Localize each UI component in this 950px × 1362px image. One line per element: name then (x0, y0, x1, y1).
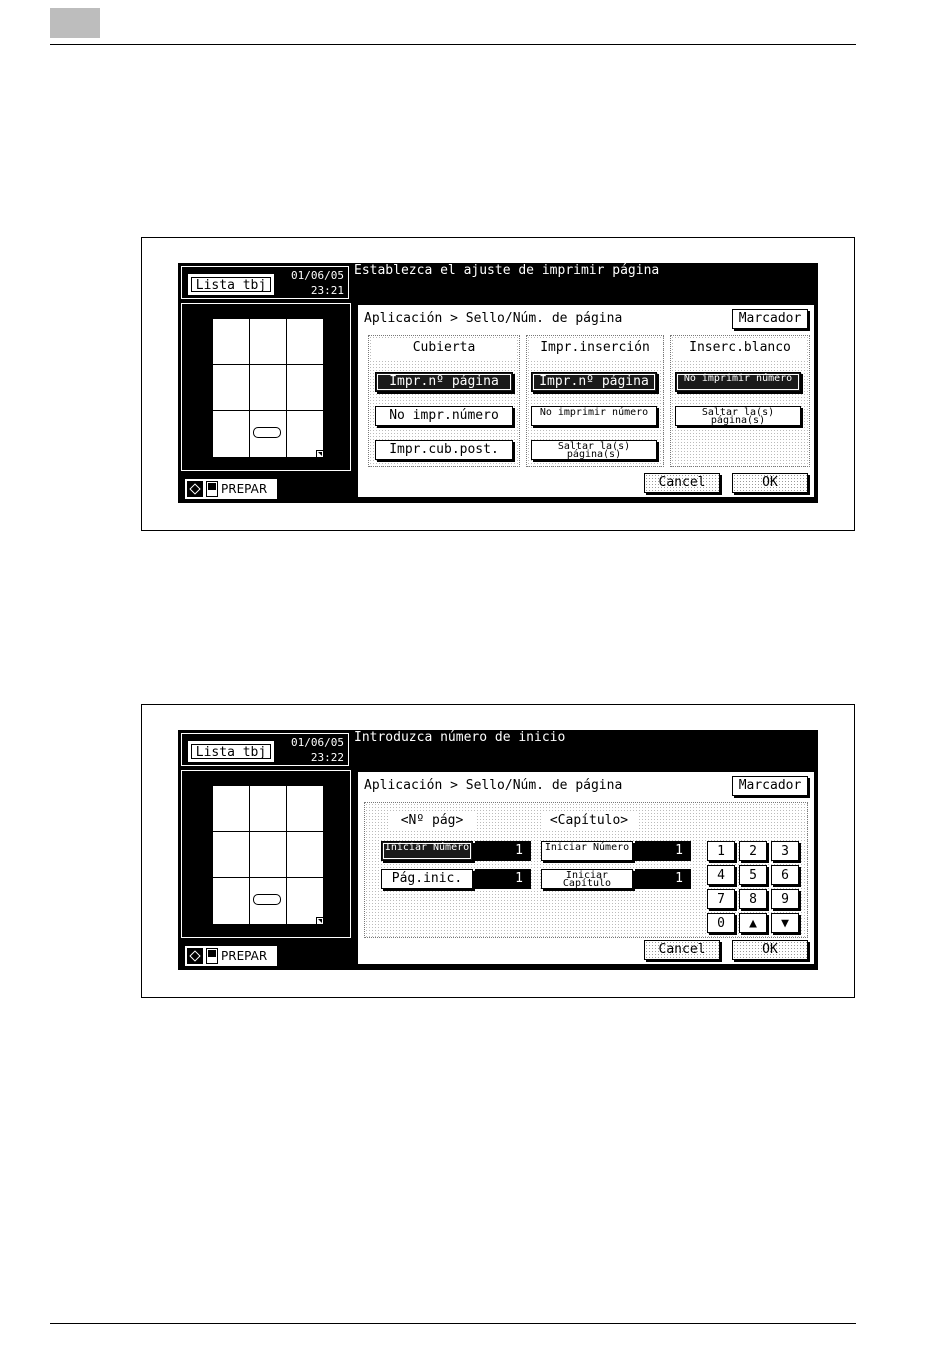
pag-inic-button[interactable]: Pág.inic. (381, 869, 473, 889)
touch-screen-2 (178, 730, 818, 970)
page-corner-icon (316, 450, 323, 457)
prepar-label: PREPAR (221, 949, 268, 963)
page-preview (181, 303, 351, 471)
pag-inic-value: 1 (475, 869, 531, 889)
mode-icon (187, 948, 203, 964)
job-list-area (181, 733, 349, 766)
iniciar-capitulo-button[interactable]: Iniciar Capítulo (541, 869, 633, 889)
cap-iniciar-numero-button[interactable]: Iniciar Número (541, 841, 633, 861)
cap-iniciar-numero-value: 1 (635, 841, 691, 861)
cubierta-no-impr-button[interactable]: No impr.número (375, 406, 513, 426)
page-preview (181, 770, 351, 938)
blanco-no-imprimir-button[interactable]: No imprimir número (675, 372, 801, 392)
lista-tbj-button[interactable]: Lista tbj (188, 274, 274, 295)
preview-sheet (213, 786, 323, 924)
key-2[interactable]: 2 (739, 841, 767, 861)
time-label: 23:22 (310, 751, 344, 764)
iniciar-numero-button[interactable]: Iniciar Número (381, 841, 473, 861)
inserc-blanco-header: Inserc.blanco (673, 338, 807, 360)
date-label: 01/06/05 (291, 269, 344, 282)
down-arrow-icon[interactable]: ▼ (771, 913, 799, 933)
cubierta-column (368, 335, 520, 467)
impr-insercion-header: Impr.inserción (529, 338, 661, 360)
insercion-no-imprimir-button[interactable]: No imprimir número (531, 406, 657, 426)
key-6[interactable]: 6 (771, 865, 799, 885)
cubierta-header: Cubierta (371, 338, 517, 360)
lista-tbj-button[interactable]: Lista tbj (188, 741, 274, 762)
key-1[interactable]: 1 (707, 841, 735, 861)
message-bar: Introduzca número de inicio (354, 730, 566, 745)
number-entry-area (364, 802, 808, 938)
iniciar-capitulo-value: 1 (635, 869, 691, 889)
inserc-blanco-column (670, 335, 810, 467)
breadcrumb: Aplicación > Sello/Núm. de página (364, 778, 623, 793)
touch-screen-1 (178, 263, 818, 503)
page-number-stamp-icon (253, 427, 281, 438)
key-9[interactable]: 9 (771, 889, 799, 909)
key-5[interactable]: 5 (739, 865, 767, 885)
up-arrow-icon[interactable]: ▲ (739, 913, 767, 933)
mode-icon (187, 481, 203, 497)
cubierta-impr-cub-post-button[interactable]: Impr.cub.post. (375, 440, 513, 460)
settings-panel (356, 303, 816, 499)
insercion-saltar-button[interactable]: Saltar la(s) página(s) (531, 440, 657, 460)
figure-2 (141, 704, 855, 998)
page-tab-marker (50, 8, 100, 38)
preview-sheet (213, 319, 323, 457)
key-7[interactable]: 7 (707, 889, 735, 909)
blanco-saltar-button[interactable]: Saltar la(s) página(s) (675, 406, 801, 426)
page-corner-icon (316, 917, 323, 924)
ok-button[interactable]: OK (732, 940, 808, 960)
key-3[interactable]: 3 (771, 841, 799, 861)
prepar-indicator[interactable] (185, 479, 277, 499)
message-bar: Establezca el ajuste de imprimir página (354, 263, 660, 278)
prepar-label: PREPAR (221, 482, 268, 496)
date-label: 01/06/05 (291, 736, 344, 749)
key-4[interactable]: 4 (707, 865, 735, 885)
iniciar-numero-value: 1 (475, 841, 531, 861)
cancel-button[interactable]: Cancel (644, 940, 720, 960)
key-8[interactable]: 8 (739, 889, 767, 909)
job-list-area (181, 266, 349, 299)
footer-rule (50, 1323, 856, 1324)
marcador-button[interactable]: Marcador (732, 309, 808, 329)
figure-1 (141, 237, 855, 531)
settings-panel (356, 770, 816, 966)
memory-icon (206, 481, 218, 497)
ok-button[interactable]: OK (732, 473, 808, 493)
marcador-button[interactable]: Marcador (732, 776, 808, 796)
capitulo-header: <Capítulo> (541, 811, 637, 831)
npag-header: <Nº pág> (389, 811, 475, 831)
breadcrumb: Aplicación > Sello/Núm. de página (364, 311, 623, 326)
impr-insercion-column (526, 335, 664, 467)
header-rule (50, 44, 856, 45)
memory-icon (206, 948, 218, 964)
cubierta-impr-num-button[interactable]: Impr.nº página (375, 372, 513, 392)
prepar-indicator[interactable] (185, 946, 277, 966)
page-number-stamp-icon (253, 894, 281, 905)
insercion-impr-num-button[interactable]: Impr.nº página (531, 372, 657, 392)
cancel-button[interactable]: Cancel (644, 473, 720, 493)
time-label: 23:21 (310, 284, 344, 297)
key-0[interactable]: 0 (707, 913, 735, 933)
